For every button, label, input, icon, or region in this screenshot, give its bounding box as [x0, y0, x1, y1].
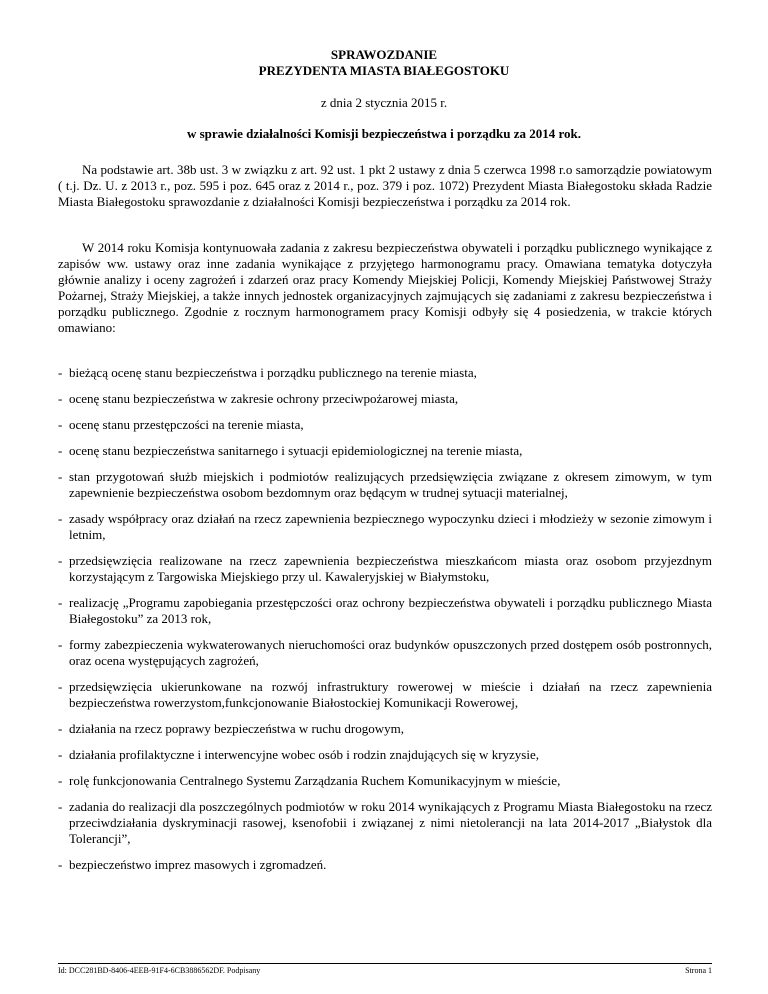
document-title-line1: SPRAWOZDANIE	[330, 47, 438, 62]
list-item-text: ocenę stanu bezpieczeństwa w zakresie ochrony przeciwpożarowej miasta,	[69, 391, 459, 406]
document-subject: w sprawie działalności Komisji bezpieczeństwa i porządku za 2014 rok.	[186, 126, 582, 141]
list-item	[58, 747, 712, 763]
list-item	[58, 773, 712, 789]
paragraph-text: Na podstawie art. 38b ust. 3 w związku z art. 92 ust. 1 pkt 2 ustawy z dnia 5 czerwca 1998 r.o samorządzie powiatowym ( t.j. Dz. U. z 2013 r., poz. 595 i poz. 645 oraz z 2014 r., poz. 379 i poz. 1072) Prezydent Miasta Białegostoku składa Radzie Miasta Białegostoku sprawozdanie z działalności Komisji bezpieczeństwa i porządku za 2014 rok.	[58, 162, 712, 209]
list-dash: -	[58, 595, 63, 610]
list-item	[58, 595, 712, 627]
list-item-text: przedsięwzięcia realizowane na rzecz zapewnienia bezpieczeństwa mieszkańcom miasta oraz osobom przyjezdnym korzystającym z Targowiska Miejskiego przy ul. Kawaleryjskiej w Białymstoku,	[69, 553, 712, 584]
list-dash: -	[58, 721, 63, 736]
list-dash: -	[58, 365, 63, 380]
list-item	[58, 469, 712, 501]
list-item	[58, 511, 712, 543]
list-item	[58, 799, 712, 847]
list-item-text: przedsięwzięcia ukierunkowane na rozwój infrastruktury rowerowej w mieście i działań na rzecz zapewnienia bezpieczeństwa rowerzystom,funkcjonowanie Białostockiej Komunikacji Rowerowej,	[69, 679, 712, 710]
list-dash: -	[58, 469, 63, 484]
list-item-text: działania na rzecz poprawy bezpieczeństwa w ruchu drogowym,	[69, 721, 404, 736]
footer-divider	[58, 963, 712, 964]
list-item-text: bieżącą ocenę stanu bezpieczeństwa i porządku publicznego na terenie miasta,	[69, 365, 477, 380]
list-item-text: zadania do realizacji dla poszczególnych podmiotów w roku 2014 wynikających z Programu Miasta Białegostoku na rzecz przeciwdziałania dyskryminacji rasowej, ksenofobii i związanej z nimi nietolerancji na lata 2014-2017 „Białystok dla Tolerancji”,	[69, 799, 712, 846]
list-item-text: formy zabezpieczenia wykwaterowanych nieruchomości oraz budynków opuszczonych przed dostępem osób postronnych, oraz ocena występujących zagrożeń,	[69, 637, 712, 668]
list-item	[58, 679, 712, 711]
list-item-text: rolę funkcjonowania Centralnego Systemu Zarządzania Ruchem Komunikacyjnym w mieście,	[69, 773, 561, 788]
list-item	[58, 417, 712, 433]
list-item-text: bezpieczeństwo imprez masowych i zgromadzeń.	[69, 857, 327, 872]
list-dash: -	[58, 857, 63, 872]
list-item	[58, 443, 712, 459]
list-dash: -	[58, 443, 63, 458]
footer-page-number: Strona 1	[685, 966, 712, 975]
list-dash: -	[58, 553, 63, 568]
list-item-text: ocenę stanu bezpieczeństwa sanitarnego i sytuacji epidemiologicznej na terenie miasta,	[69, 443, 523, 458]
list-item	[58, 857, 712, 873]
paragraph-activities	[58, 240, 712, 336]
footer-document-id: Id: DCC281BD-8406-4EEB-91F4-6CB3886562DF. Podpisany	[58, 966, 261, 975]
list-dash: -	[58, 417, 63, 432]
paragraph-legal-basis	[58, 162, 712, 210]
list-item	[58, 365, 712, 381]
list-item-text: ocenę stanu przestępczości na terenie miasta,	[69, 417, 304, 432]
document-date: z dnia 2 stycznia 2015 r.	[320, 95, 448, 110]
list-item-text: działania profilaktyczne i interwencyjne wobec osób i rodzin znajdujących się w kryzysie,	[69, 747, 539, 762]
list-item	[58, 637, 712, 669]
list-dash: -	[58, 679, 63, 694]
list-dash: -	[58, 747, 63, 762]
paragraph-text: W 2014 roku Komisja kontynuowała zadania z zakresu bezpieczeństwa obywateli i porządku publicznego wynikające z zapisów ww. ustawy oraz inne zadania wynikające z przyjętego harmonogramu pracy. Omawiana tematyka dotyczyła głównie analizy i oceny zagrożeń i zdarzeń oraz pracy Komendy Miejskiej Policji, Komendy Miejskiej Państwowej Straży Pożarnej, Straży Miejskiej, a także innych jednostek organizacyjnych zajmujących się zadaniami z zakresu bezpieczeństwa i porządku publicznego. Zgodnie z rocznym harmonogramem pracy Komisji odbyły się 4 posiedzenia, w trakcie których omawiano:	[58, 240, 712, 335]
list-item-text: stan przygotowań służb miejskich i podmiotów realizujących przedsięwzięcia związane z okresem zimowym, w tym zapewnienie bezpieczeństwa osobom bezdomnym oraz będącym w trudnej sytuacji materialnej,	[69, 469, 712, 500]
list-dash: -	[58, 637, 63, 652]
list-dash: -	[58, 773, 63, 788]
list-item	[58, 391, 712, 407]
list-item	[58, 553, 712, 585]
list-dash: -	[58, 391, 63, 406]
list-dash: -	[58, 799, 63, 814]
list-item	[58, 721, 712, 737]
list-item-text: zasady współpracy oraz działań na rzecz zapewnienia bezpiecznego wypoczynku dzieci i młodzieży w sezonie zimowym i letnim,	[69, 511, 712, 542]
list-dash: -	[58, 511, 63, 526]
document-title-line2: PREZYDENTA MIASTA BIAŁEGOSTOKU	[258, 63, 510, 78]
topics-list	[58, 365, 712, 883]
list-item-text: realizację „Programu zapobiegania przestępczości oraz ochrony bezpieczeństwa obywateli i porządku publicznego Miasta Białegostoku” za 2013 rok,	[69, 595, 712, 626]
